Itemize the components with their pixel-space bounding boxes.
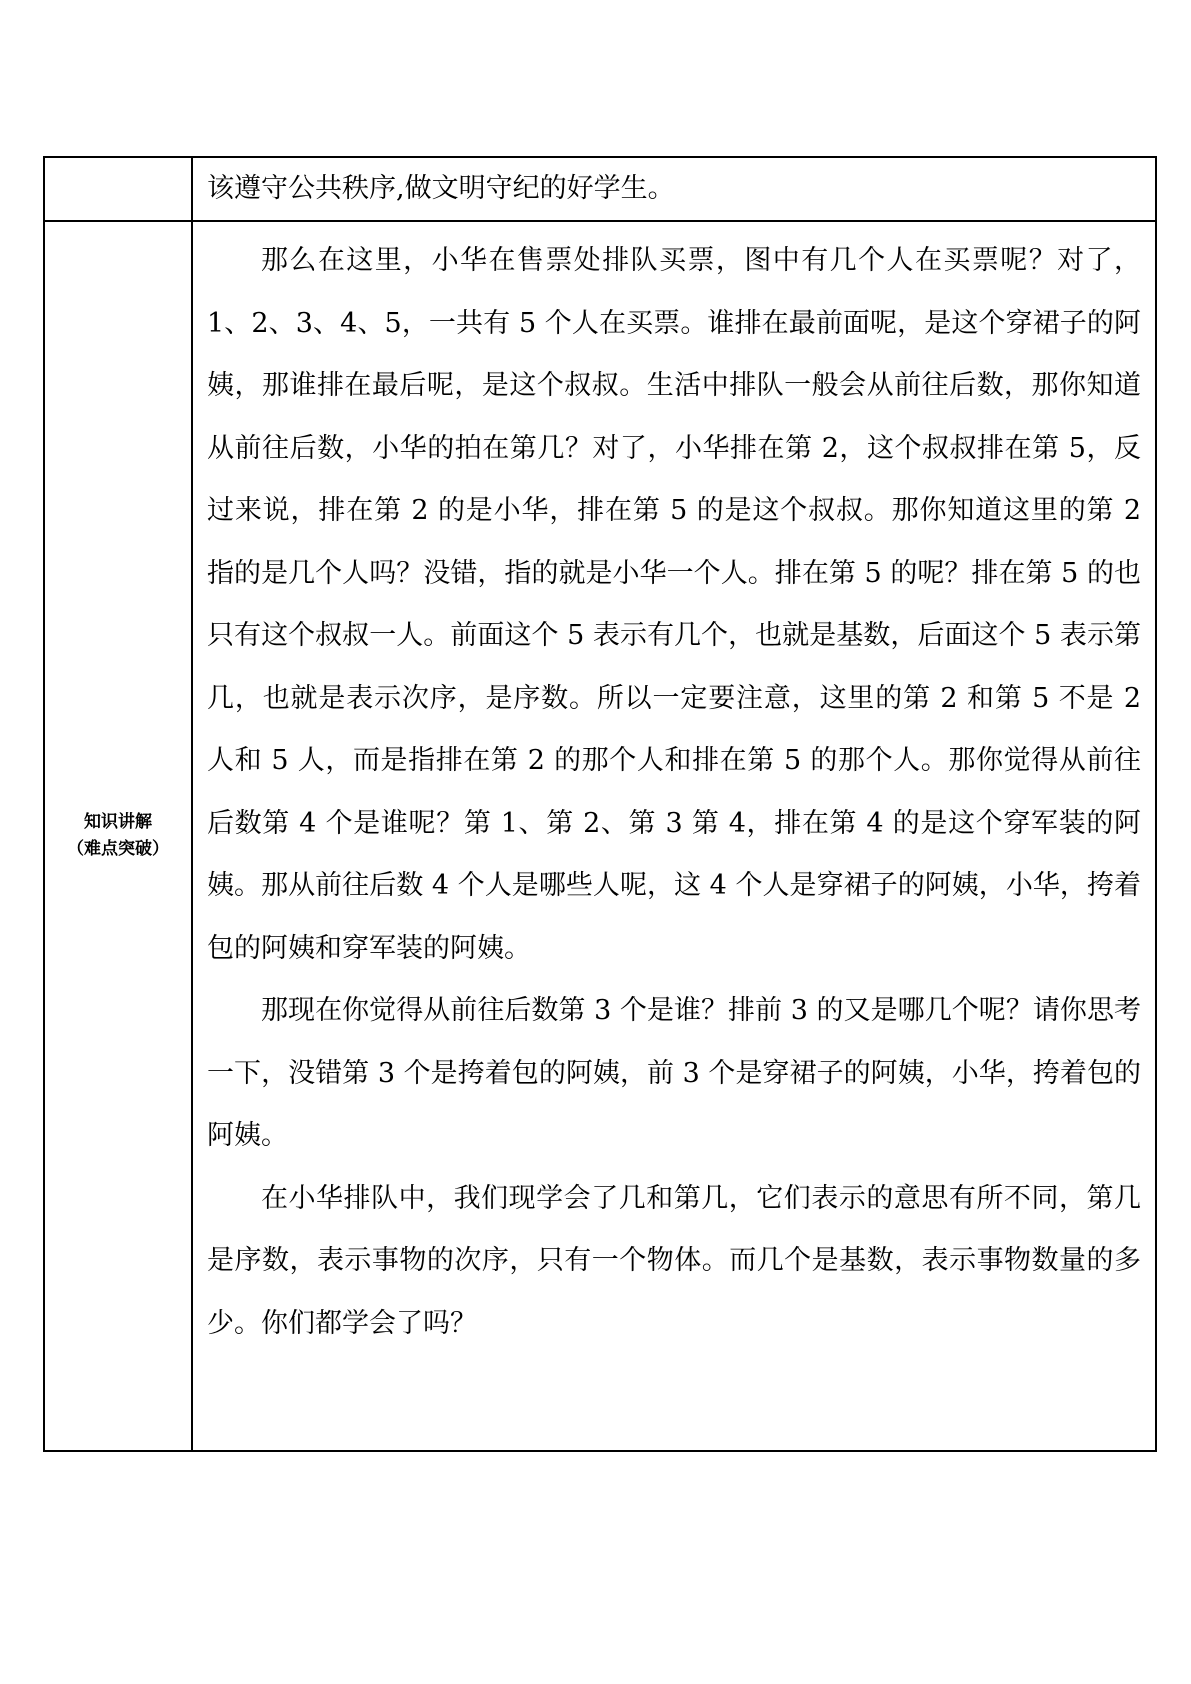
section-label-title: 知识讲解 (84, 812, 152, 832)
continued-text-cell (192, 157, 1156, 221)
section-label-cell (44, 221, 192, 1451)
lesson-table (43, 156, 1157, 1452)
table-row (44, 221, 1156, 1451)
lesson-paragraph-3: 在小华排队中，我们现学会了几和第几，它们表示的意思有所不同，第几是序数，表示事物的次序，只有一个物体。而几个是基数，表示事物数量的多少。你们都学会了吗？ (207, 1182, 1141, 1339)
lesson-content-cell (192, 221, 1156, 1451)
continued-text: 该遵守公共秩序,做文明守纪的好学生。 (207, 173, 675, 204)
label-cell-empty (44, 157, 192, 221)
lesson-paragraph-1: 那么在这里，小华在售票处排队买票，图中有几个人在买票呢？对了，1、2、3、4、5，一共有 5 个人在买票。谁排在最前面呢，是这个穿裙子的阿姨，那谁排在最后呢，是这个叔叔。生活中排队一般会从前往后数，那你知道从前往后数，小华的拍在第几？对了，小华排在第 2，这个叔叔排在第 5，反过来说，排在第 2 的是小华，排在第 5 的是这个叔叔。那你知道这里的第 2 指的是几个人吗？没错，指的就是小华一个人。排在第 5 的呢？排在第 5 的也只有这个叔叔一人。前面这个 5 表示有几个，也就是基数，后面这个 5 表示第几，也就是表示次序，是序数。所以一定要注意，这里的第 2 和第 5 不是 2 人和 5 人，而是指排在第 2 的那个人和排在第 5 的那个人。那你觉得从前往后数第 4 个是谁呢？第 1、第 2、第 3 第 4，排在第 4 的是这个穿军装的阿姨。那从前往后数 4 个人是哪些人呢，这 4 个人是穿裙子的阿姨，小华，挎着包的阿姨和穿军装的阿姨。 (207, 245, 1141, 964)
table-row (44, 157, 1156, 221)
section-label-subtitle: （难点突破） (67, 839, 169, 859)
lesson-paragraph-2: 那现在你觉得从前往后数第 3 个是谁？排前 3 的又是哪几个呢？请你思考一下，没错第 3 个是挎着包的阿姨，前 3 个是穿裙子的阿姨，小华，挎着包的阿姨。 (207, 995, 1141, 1151)
